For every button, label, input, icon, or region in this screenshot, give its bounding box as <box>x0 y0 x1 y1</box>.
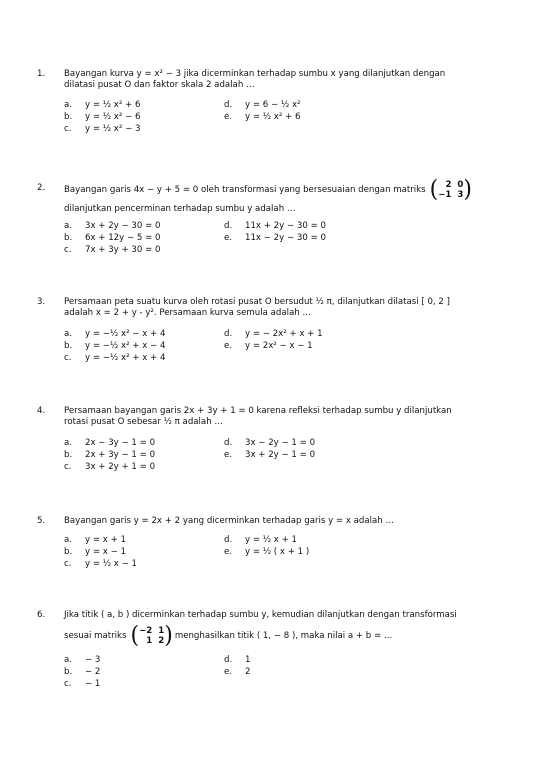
question-line: Persamaan peta suatu kurva oleh rotasi pusat O bersudut ½ π, dilanjutkan dilatasi [ 0, 2 ] <box>64 297 450 307</box>
question-number: 2. <box>37 183 46 193</box>
matrix: ( 2 0 −1 3 ) <box>429 176 472 203</box>
option-d: d. 3x − 2y − 1 = 0 <box>224 438 316 448</box>
option-b: b. − 2 <box>64 667 101 677</box>
option-e: e. y = ½ ( x + 1 ) <box>224 547 310 557</box>
option-e: e. 2 <box>224 667 251 677</box>
question-text <box>64 176 509 215</box>
option-e: e. y = ½ x² + 6 <box>224 112 301 122</box>
option-a: a. 3x + 2y − 30 = 0 <box>64 221 161 231</box>
option-d: d. y = − 2x² + x + 1 <box>224 329 323 339</box>
option-c: c. − 1 <box>64 679 101 689</box>
option-c: c. 3x + 2y + 1 = 0 <box>64 462 156 472</box>
option-a: a. 2x − 3y − 1 = 0 <box>64 438 156 448</box>
question-text <box>64 297 509 319</box>
question-line: adalah x = 2 + y - y². Persamaan kurva semula adalah … <box>64 308 312 318</box>
option-e: e. 11x − 2y − 30 = 0 <box>224 233 326 243</box>
question-number: 6. <box>37 610 46 620</box>
question-text <box>64 69 509 91</box>
question-line: Bayangan garis y = 2x + 2 yang dicerminkan terhadap garis y = x adalah … <box>64 516 395 526</box>
option-c: c. 7x + 3y + 30 = 0 <box>64 245 161 255</box>
question-line: dilatasi pusat O dan faktor skala 2 adalah … <box>64 80 255 90</box>
question-line: dilanjutkan pencerminan terhadap sumbu y adalah … <box>64 204 296 214</box>
option-c: c. y = −½ x² + x + 4 <box>64 353 166 363</box>
option-b: b. y = −½ x² + x − 4 <box>64 341 166 351</box>
option-d: d. 11x + 2y − 30 = 0 <box>224 221 326 231</box>
question-line: sesuai matriks ( −2 1 1 2 ) menghasilkan titik ( 1, − 8 ), maka nilai a + b = … <box>64 622 393 649</box>
option-e: e. 3x + 2y − 1 = 0 <box>224 450 316 460</box>
option-d: d. y = ½ x + 1 <box>224 535 298 545</box>
option-e: e. y = 2x² − x − 1 <box>224 341 313 351</box>
question-text <box>64 610 509 647</box>
option-c: c. y = ½ x² − 3 <box>64 124 141 134</box>
option-a: a. y = x + 1 <box>64 535 126 545</box>
question-line: rotasi pusat O sebesar ½ π adalah … <box>64 417 223 427</box>
question-text <box>64 406 509 428</box>
option-c: c. y = ½ x − 1 <box>64 559 138 569</box>
option-d: d. 1 <box>224 655 251 665</box>
question-number: 4. <box>37 406 46 416</box>
question-line: Bayangan kurva y = x² − 3 jika dicerminkan terhadap sumbu x yang dilanjutkan dengan <box>64 69 446 79</box>
option-a: a. y = ½ x² + 6 <box>64 100 141 110</box>
option-b: b. 6x + 12y − 5 = 0 <box>64 233 161 243</box>
question-number: 1. <box>37 69 46 79</box>
question-line: Bayangan garis 4x − y + 5 = 0 oleh transformasi yang bersesuaian dengan matriks ( 2 0 −1 3 ) <box>64 176 472 203</box>
question-line: Persamaan bayangan garis 2x + 3y + 1 = 0 karena refleksi terhadap sumbu y dilanjutkan <box>64 406 452 416</box>
option-b: b. 2x + 3y − 1 = 0 <box>64 450 156 460</box>
question-number: 3. <box>37 297 46 307</box>
question-line: Jika titik ( a, b ) dicerminkan terhadap sumbu y, kemudian dilanjutkan dengan transformasi <box>64 610 457 620</box>
option-d: d. y = 6 − ½ x² <box>224 100 301 110</box>
question-number: 5. <box>37 516 46 526</box>
option-b: b. y = x − 1 <box>64 547 126 557</box>
option-a: a. y = −½ x² − x + 4 <box>64 329 166 339</box>
matrix: ( −2 1 1 2 ) <box>130 622 173 649</box>
option-a: a. − 3 <box>64 655 101 665</box>
question-text <box>64 516 509 527</box>
option-b: b. y = ½ x² − 6 <box>64 112 141 122</box>
